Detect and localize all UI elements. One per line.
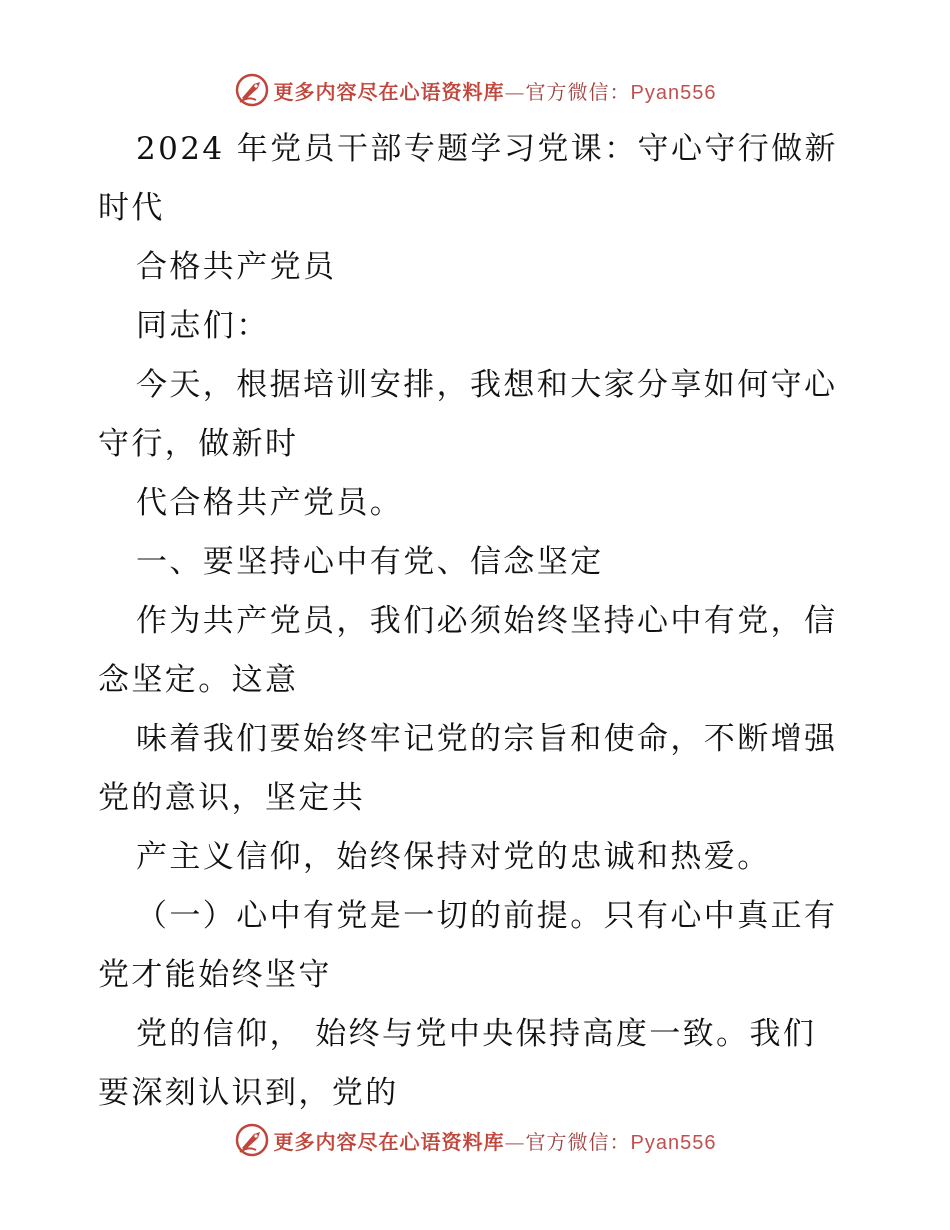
document-body	[98, 120, 858, 1123]
footer-watermark	[0, 1120, 950, 1160]
paragraph-line: 党的意识，坚定共	[98, 780, 366, 816]
header-watermark	[0, 70, 950, 110]
paragraph-line: 要深刻认识到，党的	[98, 1075, 399, 1111]
watermark-text	[274, 76, 717, 105]
watermark-handle: Pyan556	[630, 1131, 717, 1154]
watermark-handle: Pyan556	[630, 81, 717, 104]
paragraph-line: 党才能始终坚守	[98, 957, 332, 993]
paragraph-line: 守行，做新时	[98, 426, 299, 462]
watermark-main: 更多内容尽在心语资料库	[273, 1129, 505, 1154]
watermark-text	[274, 1126, 717, 1155]
pen-nib-icon	[234, 72, 270, 108]
salutation-line: 同志们：	[136, 308, 270, 344]
watermark-label: 官方微信：	[525, 1129, 631, 1154]
paragraph-line: 味着我们要始终牢记党的宗旨和使命，不断增强	[136, 721, 838, 757]
paragraph-line: 产主义信仰，始终保持对党的忠诚和热爱。	[136, 839, 771, 875]
watermark-separator: —	[504, 79, 526, 104]
subsection-line: （一）心中有党是一切的前提。只有心中真正有	[136, 898, 838, 934]
paragraph-line: 作为共产党员，我们必须始终坚持心中有党，信	[136, 603, 838, 639]
paragraph-line: 代合格共产党员。	[136, 485, 404, 521]
section-heading: 一、要坚持心中有党、信念坚定	[136, 544, 604, 580]
subtitle-line: 合格共产党员	[136, 249, 337, 285]
paragraph-line: 党的信仰， 始终与党中央保持高度一致。我们	[136, 1016, 817, 1052]
watermark-main: 更多内容尽在心语资料库	[273, 79, 505, 104]
pen-nib-icon	[234, 1122, 270, 1158]
paragraph-line: 念坚定。这意	[98, 662, 299, 698]
title-line-2: 时代	[98, 190, 165, 226]
paragraph-line: 今天，根据培训安排，我想和大家分享如何守心	[136, 367, 838, 403]
title-line-1: 2024 年党员干部专题学习党课：守心守行做新	[136, 131, 838, 167]
watermark-separator: —	[504, 1129, 526, 1154]
watermark-label: 官方微信：	[525, 79, 631, 104]
